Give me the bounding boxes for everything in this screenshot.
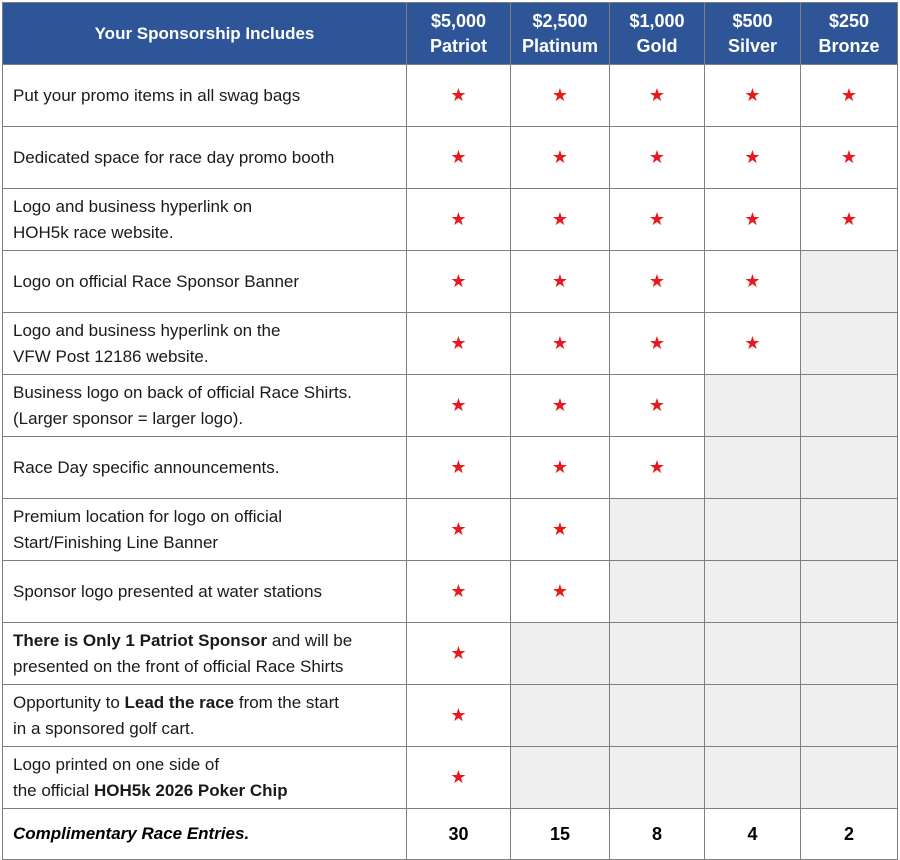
benefit-text-line: [13, 579, 398, 605]
tier-cell-bronze: [801, 189, 898, 251]
tier-cell-bronze: [801, 65, 898, 127]
benefit-text: Start/Finishing Line Banner: [13, 532, 219, 552]
benefit-text-bold: HOH5k 2026 Poker Chip: [93, 780, 288, 800]
tier-cell-silver: [705, 437, 801, 499]
tier-cell-platinum: [511, 499, 610, 561]
benefit-text: from the start: [234, 692, 339, 712]
tier-cell-gold: [610, 499, 705, 561]
tier-cell-gold: [610, 65, 705, 127]
star-icon: ★: [450, 208, 467, 229]
tier-cell-platinum: [511, 747, 610, 809]
entries-silver: 4: [705, 809, 801, 860]
benefit-text: Logo printed on one side of: [13, 754, 220, 774]
tier-cell-platinum: [511, 437, 610, 499]
benefit-description: [3, 189, 407, 251]
benefit-description: [3, 437, 407, 499]
benefit-description: [3, 127, 407, 189]
tier-cell-patriot: [407, 437, 511, 499]
benefit-text-line: [13, 504, 398, 530]
tier-cell-gold: [610, 685, 705, 747]
tier-name: Patriot: [429, 35, 487, 56]
benefit-row: [3, 65, 898, 127]
tier-cell-gold: [610, 623, 705, 685]
benefit-row: [3, 623, 898, 685]
tier-cell-patriot: [407, 375, 511, 437]
benefit-text-line: [13, 83, 398, 109]
tier-cell-platinum: [511, 127, 610, 189]
benefit-text-line: [13, 220, 398, 246]
tier-cell-silver: [705, 189, 801, 251]
star-icon: ★: [450, 766, 467, 787]
benefit-text-line: [13, 344, 398, 370]
benefit-text-line: [13, 530, 398, 556]
star-icon: ★: [450, 146, 467, 167]
star-icon: ★: [551, 580, 569, 601]
complimentary-entries-row: [3, 809, 898, 860]
benefit-description: [3, 747, 407, 809]
star-icon: ★: [648, 270, 666, 291]
tier-cell-bronze: [801, 251, 898, 313]
star-icon: ★: [551, 518, 569, 539]
tier-cell-patriot: [407, 189, 511, 251]
star-icon: ★: [744, 332, 761, 353]
tier-cell-gold: [610, 375, 705, 437]
benefit-text: Logo and business hyperlink on: [13, 196, 253, 216]
benefit-text-line: [13, 628, 398, 654]
benefit-row: [3, 437, 898, 499]
benefit-rows: [3, 65, 898, 809]
tier-cell-silver: [705, 685, 801, 747]
benefit-row: [3, 685, 898, 747]
star-icon: ★: [744, 270, 761, 291]
benefit-row: [3, 189, 898, 251]
benefit-row: [3, 747, 898, 809]
header-row: [3, 3, 898, 65]
benefit-row: [3, 251, 898, 313]
tier-cell-platinum: [511, 685, 610, 747]
star-icon: ★: [551, 146, 569, 167]
star-icon: ★: [840, 84, 858, 105]
star-icon: ★: [450, 270, 467, 291]
tier-cell-patriot: [407, 313, 511, 375]
tier-cell-gold: [610, 747, 705, 809]
entries-gold: 8: [610, 809, 705, 860]
tier-cell-silver: [705, 313, 801, 375]
star-icon: ★: [840, 208, 858, 229]
star-icon: ★: [450, 84, 467, 105]
sponsorship-table: [2, 2, 898, 860]
entries-bronze: 2: [801, 809, 898, 860]
tier-name: Bronze: [818, 35, 880, 56]
tier-cell-platinum: [511, 251, 610, 313]
tier-cell-silver: [705, 561, 801, 623]
tier-name: Silver: [727, 35, 778, 56]
tier-cell-bronze: [801, 747, 898, 809]
star-icon: ★: [551, 394, 569, 415]
benefit-row: [3, 127, 898, 189]
benefit-text-line: [13, 318, 398, 344]
star-icon: ★: [551, 332, 569, 353]
tier-cell-gold: [610, 313, 705, 375]
star-icon: ★: [551, 208, 569, 229]
benefit-text-line: [13, 269, 398, 295]
star-icon: ★: [450, 518, 467, 539]
tier-price: $500: [732, 10, 773, 31]
benefit-text: Dedicated space for race day promo booth: [13, 147, 335, 167]
complimentary-entries-label: Complimentary Race Entries.: [3, 809, 407, 860]
tier-cell-platinum: [511, 313, 610, 375]
benefit-description: [3, 685, 407, 747]
star-icon: ★: [551, 84, 569, 105]
star-icon: ★: [648, 332, 666, 353]
star-icon: ★: [648, 84, 666, 105]
tier-cell-bronze: [801, 127, 898, 189]
tier-cell-silver: [705, 623, 801, 685]
benefit-text: presented on the front of official Race Shirts: [13, 656, 344, 676]
benefit-text-line: [13, 716, 398, 742]
tier-cell-bronze: [801, 561, 898, 623]
tier-cell-platinum: [511, 375, 610, 437]
tier-cell-silver: [705, 747, 801, 809]
tier-cell-gold: [610, 561, 705, 623]
benefit-text-bold: Lead the race: [124, 692, 235, 712]
benefit-text-line: [13, 194, 398, 220]
benefit-text-line: [13, 690, 398, 716]
benefit-text: VFW Post 12186 website.: [13, 346, 209, 366]
tier-price: $2,500: [532, 10, 588, 31]
star-icon: ★: [450, 704, 467, 725]
benefit-text-line: [13, 145, 398, 171]
benefit-description: [3, 375, 407, 437]
tier-cell-patriot: [407, 251, 511, 313]
tier-cell-bronze: [801, 499, 898, 561]
star-icon: ★: [450, 394, 467, 415]
tier-cell-gold: [610, 437, 705, 499]
benefit-text: Opportunity to: [13, 692, 125, 712]
benefit-row: [3, 499, 898, 561]
star-icon: ★: [744, 146, 761, 167]
tier-cell-platinum: [511, 65, 610, 127]
benefit-text-line: [13, 654, 398, 680]
benefit-text: Sponsor logo presented at water stations: [13, 581, 323, 601]
star-icon: ★: [450, 332, 467, 353]
benefit-text-line: [13, 455, 398, 481]
tier-cell-patriot: [407, 499, 511, 561]
tier-cell-bronze: [801, 685, 898, 747]
tier-cell-bronze: [801, 623, 898, 685]
tier-cell-patriot: [407, 127, 511, 189]
tier-cell-platinum: [511, 623, 610, 685]
star-icon: ★: [648, 394, 666, 415]
tier-cell-bronze: [801, 375, 898, 437]
benefit-row: [3, 375, 898, 437]
benefit-text: Premium location for logo on official: [13, 506, 282, 526]
tier-cell-silver: [705, 127, 801, 189]
tier-cell-patriot: [407, 685, 511, 747]
benefit-text: Business logo on back of official Race Shirts.: [13, 382, 352, 402]
benefit-row: [3, 313, 898, 375]
star-icon: ★: [648, 146, 666, 167]
star-icon: ★: [840, 146, 858, 167]
tier-price: $1,000: [629, 10, 685, 31]
benefit-description: [3, 251, 407, 313]
benefit-description: [3, 313, 407, 375]
benefit-text: Logo and business hyperlink on the: [13, 320, 281, 340]
tier-header-platinum: [511, 3, 610, 65]
tier-header-gold: [610, 3, 705, 65]
benefit-text-line: [13, 406, 398, 432]
benefit-text-line: [13, 380, 398, 406]
benefit-text: Logo on official Race Sponsor Banner: [13, 271, 300, 291]
star-icon: ★: [450, 642, 467, 663]
star-icon: ★: [551, 456, 569, 477]
star-icon: ★: [648, 208, 666, 229]
tier-price: $5,000: [430, 10, 487, 31]
benefit-description: [3, 561, 407, 623]
tier-cell-gold: [610, 251, 705, 313]
star-icon: ★: [648, 456, 666, 477]
tier-price: $250: [828, 10, 870, 31]
benefit-text-line: [13, 752, 398, 778]
tier-header-bronze: [801, 3, 898, 65]
feature-column-header: Your Sponsorship Includes: [3, 3, 407, 65]
tier-cell-platinum: [511, 561, 610, 623]
tier-cell-silver: [705, 499, 801, 561]
tier-cell-silver: [705, 65, 801, 127]
tier-cell-patriot: [407, 561, 511, 623]
benefit-description: [3, 65, 407, 127]
tier-cell-patriot: [407, 623, 511, 685]
star-icon: ★: [744, 84, 761, 105]
tier-header-silver: [705, 3, 801, 65]
tier-cell-gold: [610, 189, 705, 251]
benefit-text: and will be: [267, 630, 353, 650]
benefit-description: [3, 499, 407, 561]
benefit-description: [3, 623, 407, 685]
star-icon: ★: [744, 208, 761, 229]
tier-cell-patriot: [407, 65, 511, 127]
entries-platinum: 15: [511, 809, 610, 860]
tier-cell-bronze: [801, 437, 898, 499]
benefit-row: [3, 561, 898, 623]
tier-cell-platinum: [511, 189, 610, 251]
tier-cell-silver: [705, 251, 801, 313]
benefit-text: Race Day specific announcements.: [13, 457, 280, 477]
benefit-text: HOH5k race website.: [13, 222, 174, 242]
benefit-text: in a sponsored golf cart.: [13, 718, 195, 738]
tier-name: Platinum: [521, 35, 598, 56]
benefit-text: the official: [13, 780, 94, 800]
star-icon: ★: [450, 456, 467, 477]
benefit-text: (Larger sponsor = larger logo).: [13, 408, 244, 428]
benefit-text-line: [13, 778, 398, 804]
star-icon: ★: [551, 270, 569, 291]
tier-header-patriot: [407, 3, 511, 65]
tier-cell-silver: [705, 375, 801, 437]
tier-name: Gold: [636, 35, 678, 56]
tier-cell-patriot: [407, 747, 511, 809]
benefit-text-bold: There is Only 1 Patriot Sponsor: [13, 630, 268, 650]
entries-patriot: 30: [407, 809, 511, 860]
tier-cell-gold: [610, 127, 705, 189]
tier-cell-bronze: [801, 313, 898, 375]
benefit-text: Put your promo items in all swag bags: [13, 85, 301, 105]
star-icon: ★: [450, 580, 467, 601]
